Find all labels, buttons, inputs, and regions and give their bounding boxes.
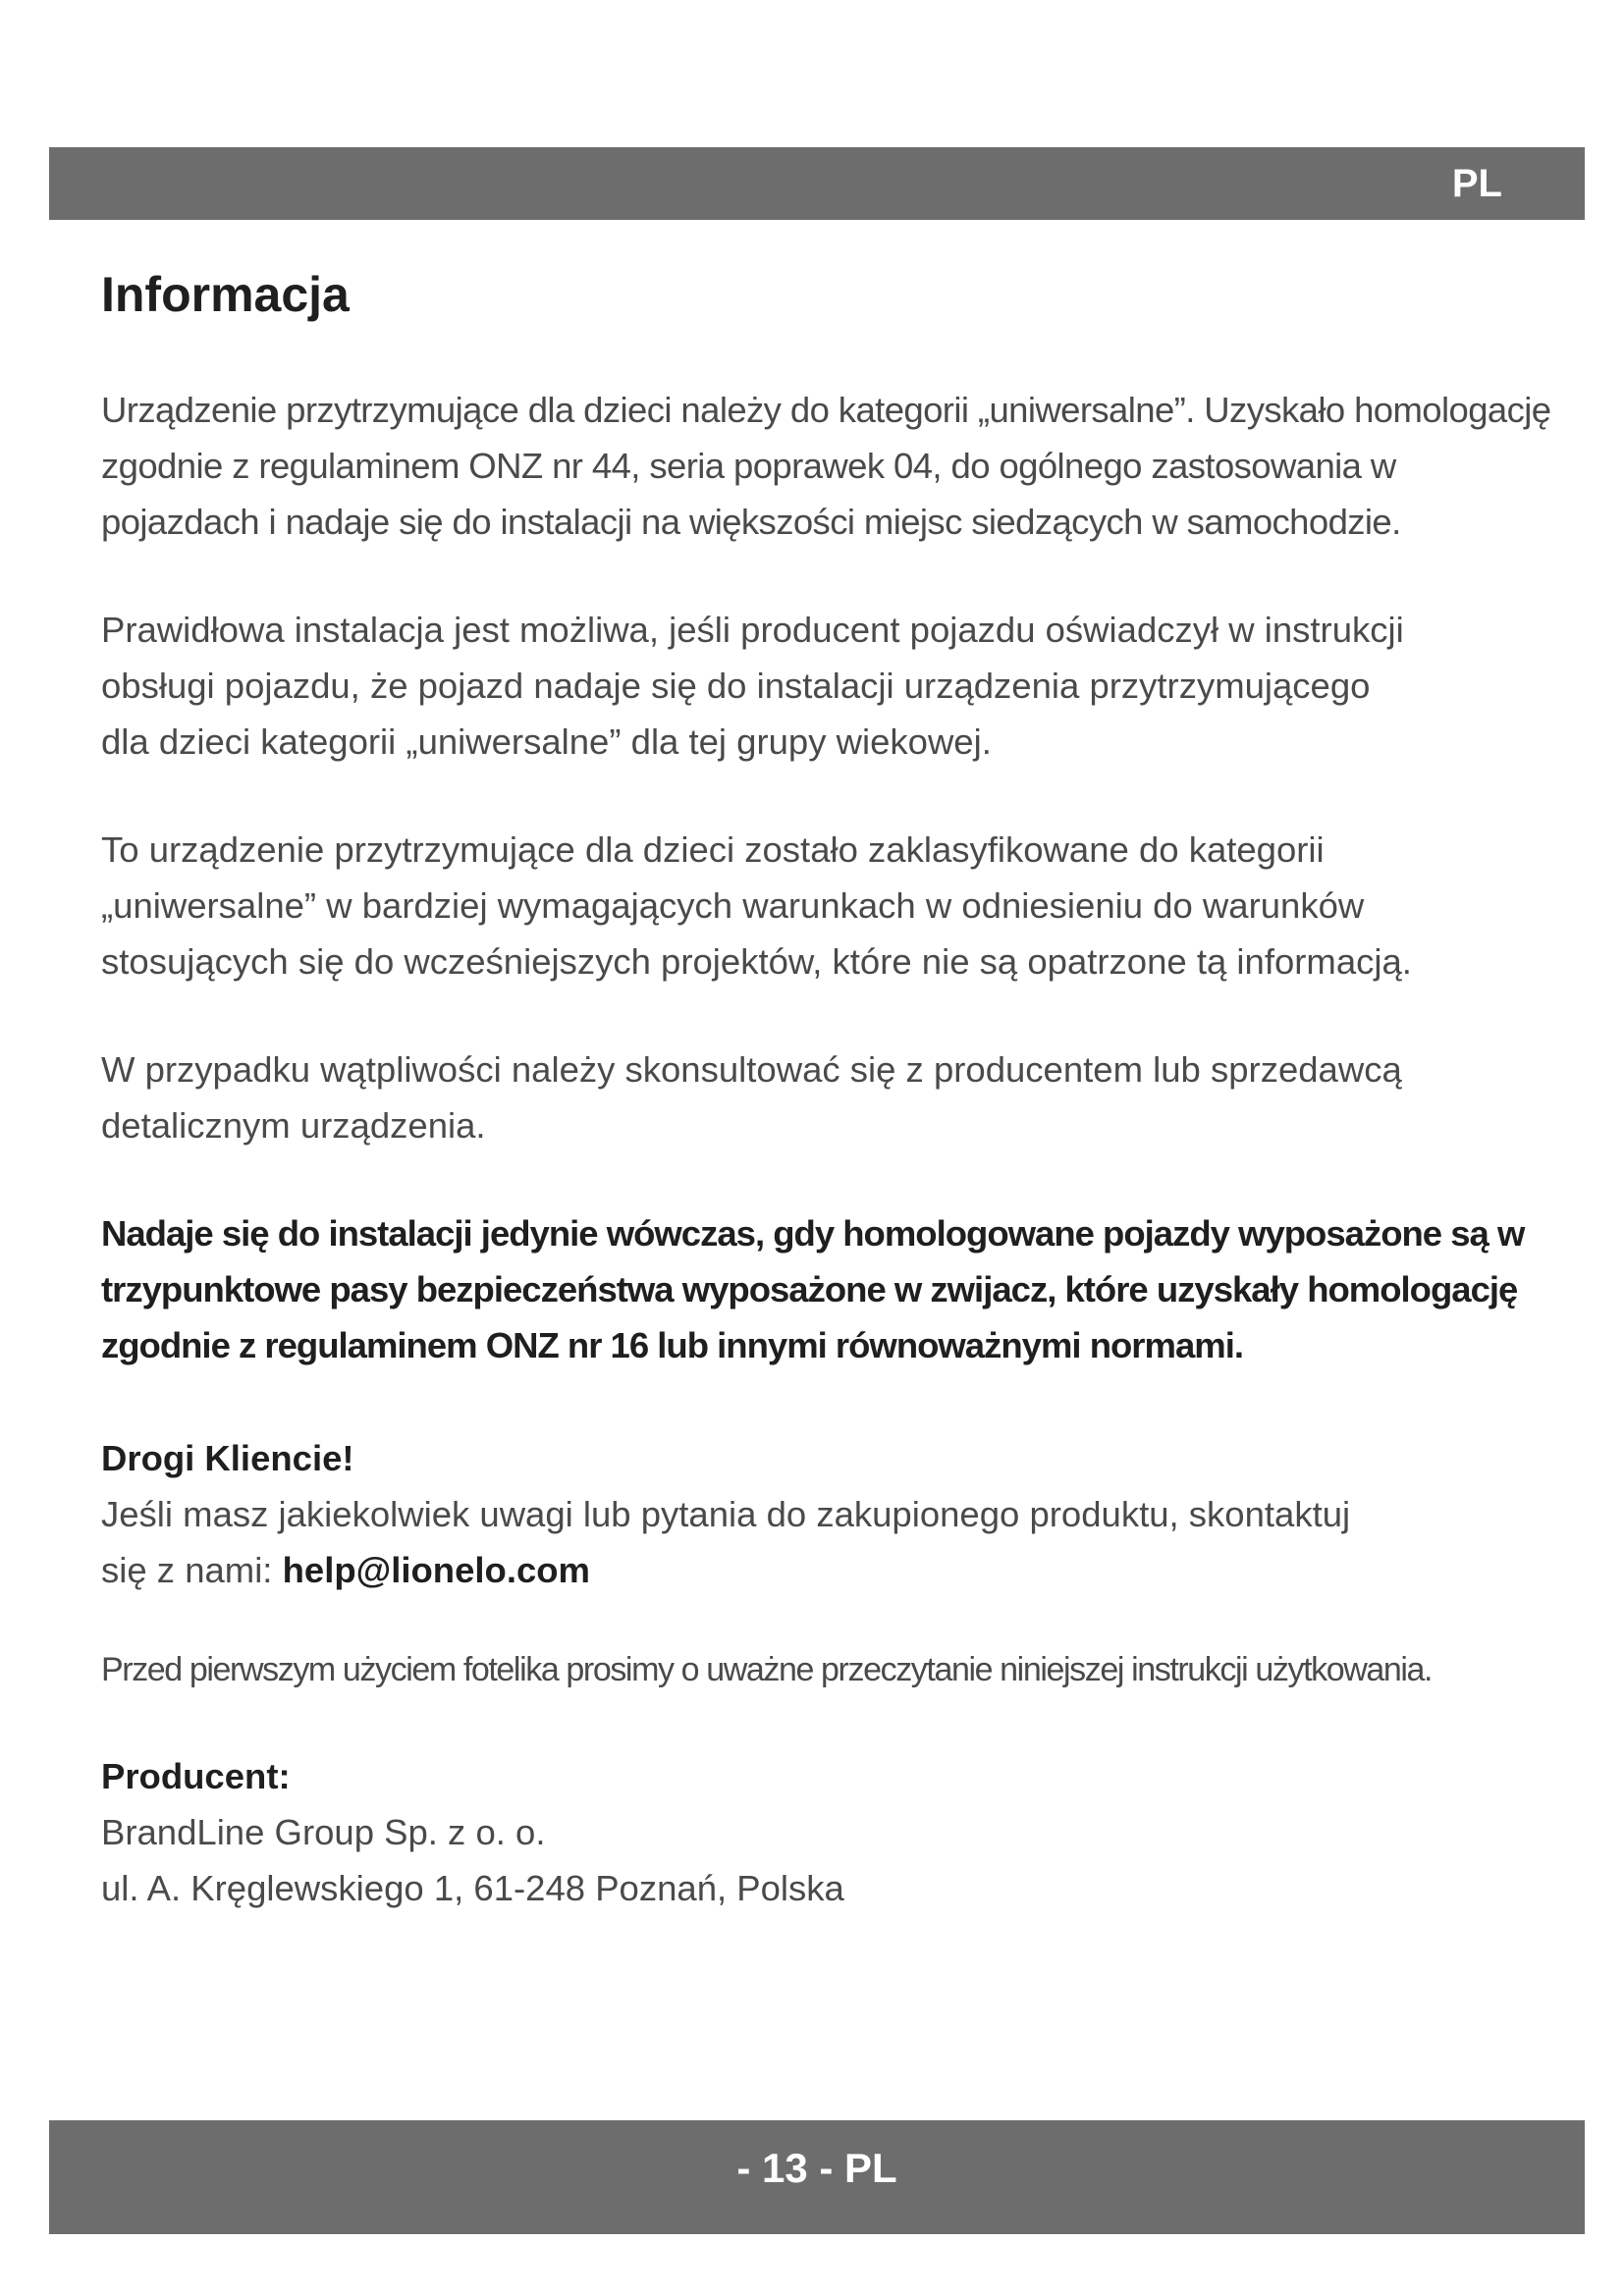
contact-prefix: się z nami: [101, 1550, 283, 1590]
paragraph-line: W przypadku wątpliwości należy skonsultować się z producentem lub sprzedawcą [101, 1049, 1402, 1090]
customer-heading: Drogi Kliencie! [101, 1438, 354, 1478]
paragraph-line: „uniwersalne” w bardziej wymagających warunkach w odniesieniu do warunków [101, 885, 1365, 926]
producer-address [101, 1804, 1564, 1916]
paragraph-line: Nadaje się do instalacji jedynie wówczas, gdy homologowane pojazdy wyposażone są w [101, 1213, 1525, 1254]
paragraph-line: dla dzieci kategorii „uniwersalne” dla tej grupy wiekowej. [101, 721, 992, 762]
paragraph-line: zgodnie z regulaminem ONZ nr 16 lub innymi równoważnymi normami. [101, 1325, 1243, 1365]
paragraph-installation [101, 602, 1564, 770]
page-content [101, 263, 1564, 1916]
header-bar [49, 147, 1585, 220]
page-number: - 13 - PL [736, 2145, 897, 2191]
language-label: PL [1451, 162, 1502, 205]
read-manual-note: Przed pierwszym użyciem fotelika prosimy o uważne przeczytanie niniejszej instrukcji użytkowania. [101, 1651, 1433, 1688]
footer-bar [49, 2120, 1585, 2234]
paragraph-line: Prawidłowa instalacja jest możliwa, jeśli producent pojazdu oświadczył w instrukcji [101, 610, 1404, 650]
paragraph-doubts [101, 1041, 1564, 1153]
paragraph-line: pojazdach i nadaje się do instalacji na większości miejsc siedzących w samochodzie. [101, 502, 1401, 542]
paragraph-line: Jeśli masz jakiekolwiek uwagi lub pytania do zakupionego produktu, skontaktuj [101, 1494, 1351, 1534]
paragraph-line: stosujących się do wcześniejszych projektów, które nie są opatrzone tą informacją. [101, 941, 1412, 982]
paragraph-line: obsługi pojazdu, że pojazd nadaje się do instalacji urządzenia przytrzymującego [101, 666, 1371, 706]
producer-heading: Producent: [101, 1756, 291, 1796]
seat-belt-requirement-note [101, 1205, 1564, 1373]
paragraph-line: To urządzenie przytrzymujące dla dzieci zostało zaklasyfikowane do kategorii [101, 829, 1325, 870]
paragraph-line: detalicznym urządzenia. [101, 1105, 486, 1146]
paragraph-line: Urządzenie przytrzymujące dla dzieci należy do kategorii „uniwersalne”. Uzyskało homologację [101, 390, 1551, 430]
paragraph-category-info [101, 382, 1564, 550]
support-email-link[interactable]: help@lionelo.com [282, 1550, 591, 1590]
producer-street: ul. A. Kręglewskiego 1, 61-248 Poznań, Polska [101, 1868, 844, 1908]
paragraph-classification [101, 822, 1564, 989]
paragraph-line: zgodnie z regulaminem ONZ nr 44, seria poprawek 04, do ogólnego zastosowania w [101, 446, 1396, 486]
paragraph-line: trzypunktowe pasy bezpieczeństwa wyposażone w zwijacz, które uzyskały homologację [101, 1269, 1518, 1309]
producer-company: BrandLine Group Sp. z o. o. [101, 1812, 546, 1852]
customer-contact [101, 1486, 1564, 1598]
page-title: Informacja [101, 267, 350, 322]
